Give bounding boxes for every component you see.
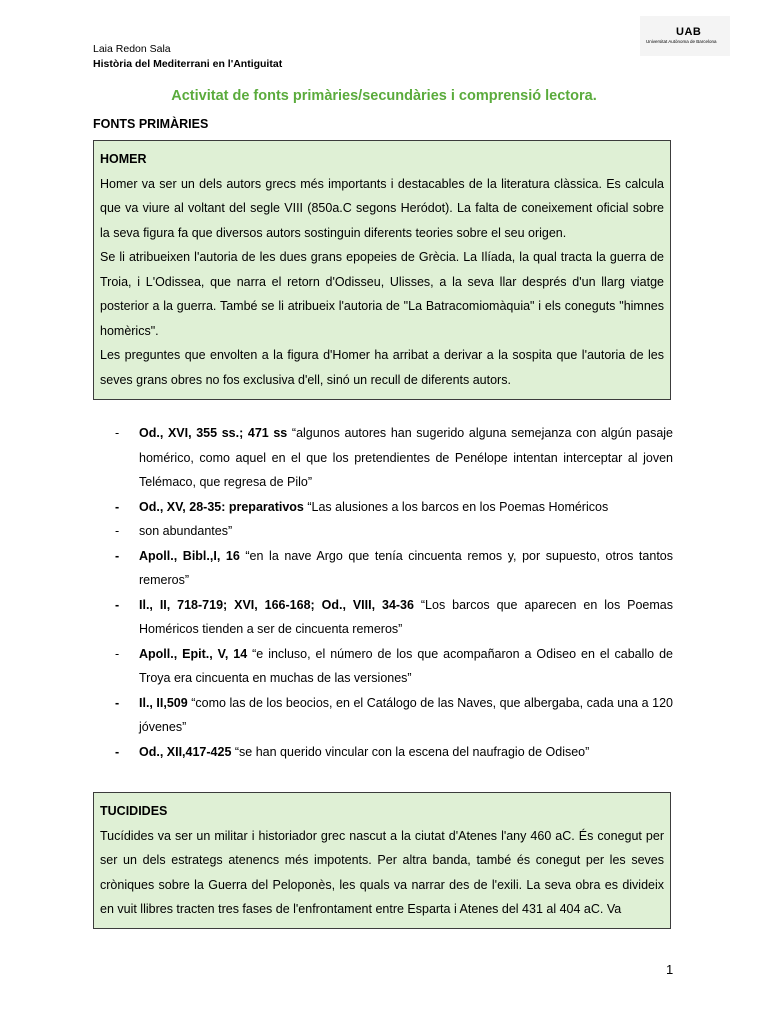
quote-reference: Apoll., Bibl.,I, 16 xyxy=(139,548,240,563)
quote-reference: Od., XVI, 355 ss.; 471 ss xyxy=(139,426,288,440)
bullet-dash: - xyxy=(115,744,120,759)
quote-reference: Apoll., Epit., V, 14 xyxy=(139,646,248,661)
tucidides-title: TUCIDIDES xyxy=(100,804,168,818)
quote-item xyxy=(115,544,673,593)
tucidides-paragraph: Tucídides va ser un militar i historiador grec nascut a la ciutat d'Atenes l'any 460 aC. És conegut per ser un dels estrategs atenencs més impotents. Per altra banda, també és conegut per les seves cròniques sobre la Guerra del Peloponès, les quals va narrar des de l'exili. La seva obra es divideix en vuit llibres tracten tres fases de l'enfrontament entre Esparta i Atenes del 431 al 404 aC. Va xyxy=(100,828,664,916)
quote-text: “algunos autores han sugerido alguna semejanza con algún pasaje homérico, como aquel en el que los pretendientes de Penélope intentan interceptar al joven Telémaco, que regresa de Pilo” xyxy=(139,426,673,489)
homer-paragraph-2: Se li atribueixen l'autoria de les dues grans epopeies de Grècia. La Ilíada, la qual tracta la guerra de Troia, i L'Odissea, que narra el retorn d'Odisseu, Ulisses, a la seva llar després d'un llarg viatge posterior a la guerra. També se li atribueix l'autoria de "La Batracomiomàquia" i els coneguts "himnes homèrics". xyxy=(100,250,664,338)
quote-text: “se han querido vincular con la escena del naufragio de Odiseo” xyxy=(231,744,590,759)
page-number: 1 xyxy=(666,962,674,977)
quote-text: “e incluso, el número de los que acompañaron a Odiseo en el caballo de Troya era cincuenta en muchas de las versiones” xyxy=(139,646,673,685)
quote-item xyxy=(115,519,673,544)
quote-item xyxy=(115,421,673,495)
bullet-dash: - xyxy=(115,597,120,612)
document-title: Activitat de fonts primàries/secundàries i comprensió lectora. xyxy=(171,88,597,104)
homer-box xyxy=(93,140,671,400)
bullet-dash: - xyxy=(115,646,120,661)
quote-text: “como las de los beocios, en el Catálogo de las Naves, que albergaba, cada una a 120 jóvenes” xyxy=(139,695,673,734)
quote-text: “Las alusiones a los barcos en los Poemas Homéricos xyxy=(303,499,609,514)
quote-item xyxy=(115,642,673,691)
tucidides-box xyxy=(93,792,671,929)
quote-reference: Il., II, 718-719; XVI, 166-168; Od., VIII, 34-36 xyxy=(139,597,414,612)
logo-subtext: Universitat Autònoma de Barcelona xyxy=(646,39,717,44)
bullet-dash: - xyxy=(115,695,120,710)
quote-item xyxy=(115,691,673,740)
quote-item xyxy=(115,593,673,642)
quote-text: “en la nave Argo que tenía cincuenta remos y, por supuesto, otros tantos remeros” xyxy=(139,548,673,587)
bullet-dash: - xyxy=(115,548,120,563)
quote-reference: Od., XII,417-425 xyxy=(139,744,232,759)
quote-item xyxy=(115,495,673,520)
quote-reference: Od., XV, 28-35: preparativos xyxy=(139,499,304,514)
bullet-dash: - xyxy=(115,524,120,538)
quote-item xyxy=(115,740,673,765)
quote-reference: Il., II,509 xyxy=(139,695,188,710)
quote-text: son abundantes” xyxy=(139,524,233,538)
homer-paragraph-1: Homer va ser un dels autors grecs més importants i destacables de la literatura clàssica. Es calcula que va viure al voltant del segle VIII (850a.C segons Heródot). La falta de coneixement oficial sobre la seva figura fa que diversos autors sostinguin diferents teories sobre el seu origen. xyxy=(100,176,664,240)
bullet-dash: - xyxy=(115,499,120,514)
header-author: Laia Redon Sala xyxy=(93,43,171,55)
header-course: Història del Mediterrani en l'Antiguitat xyxy=(93,58,283,70)
logo-text: UAB xyxy=(676,26,702,38)
bullet-dash: - xyxy=(115,426,120,440)
quote-list xyxy=(115,421,673,764)
uab-logo xyxy=(640,16,730,56)
quote-text: “Los barcos que aparecen en los Poemas Homéricos tienden a ser de cincuenta remeros” xyxy=(139,597,673,636)
section-heading: FONTS PRIMÀRIES xyxy=(93,117,209,131)
homer-paragraph-3: Les preguntes que envolten a la figura d'Homer ha arribat a derivar a la sospita que l'autoria de les seves grans obres no fos exclusiva d'ell, sinó un recull de diferents autors. xyxy=(100,348,664,387)
homer-title: HOMER xyxy=(100,152,147,166)
